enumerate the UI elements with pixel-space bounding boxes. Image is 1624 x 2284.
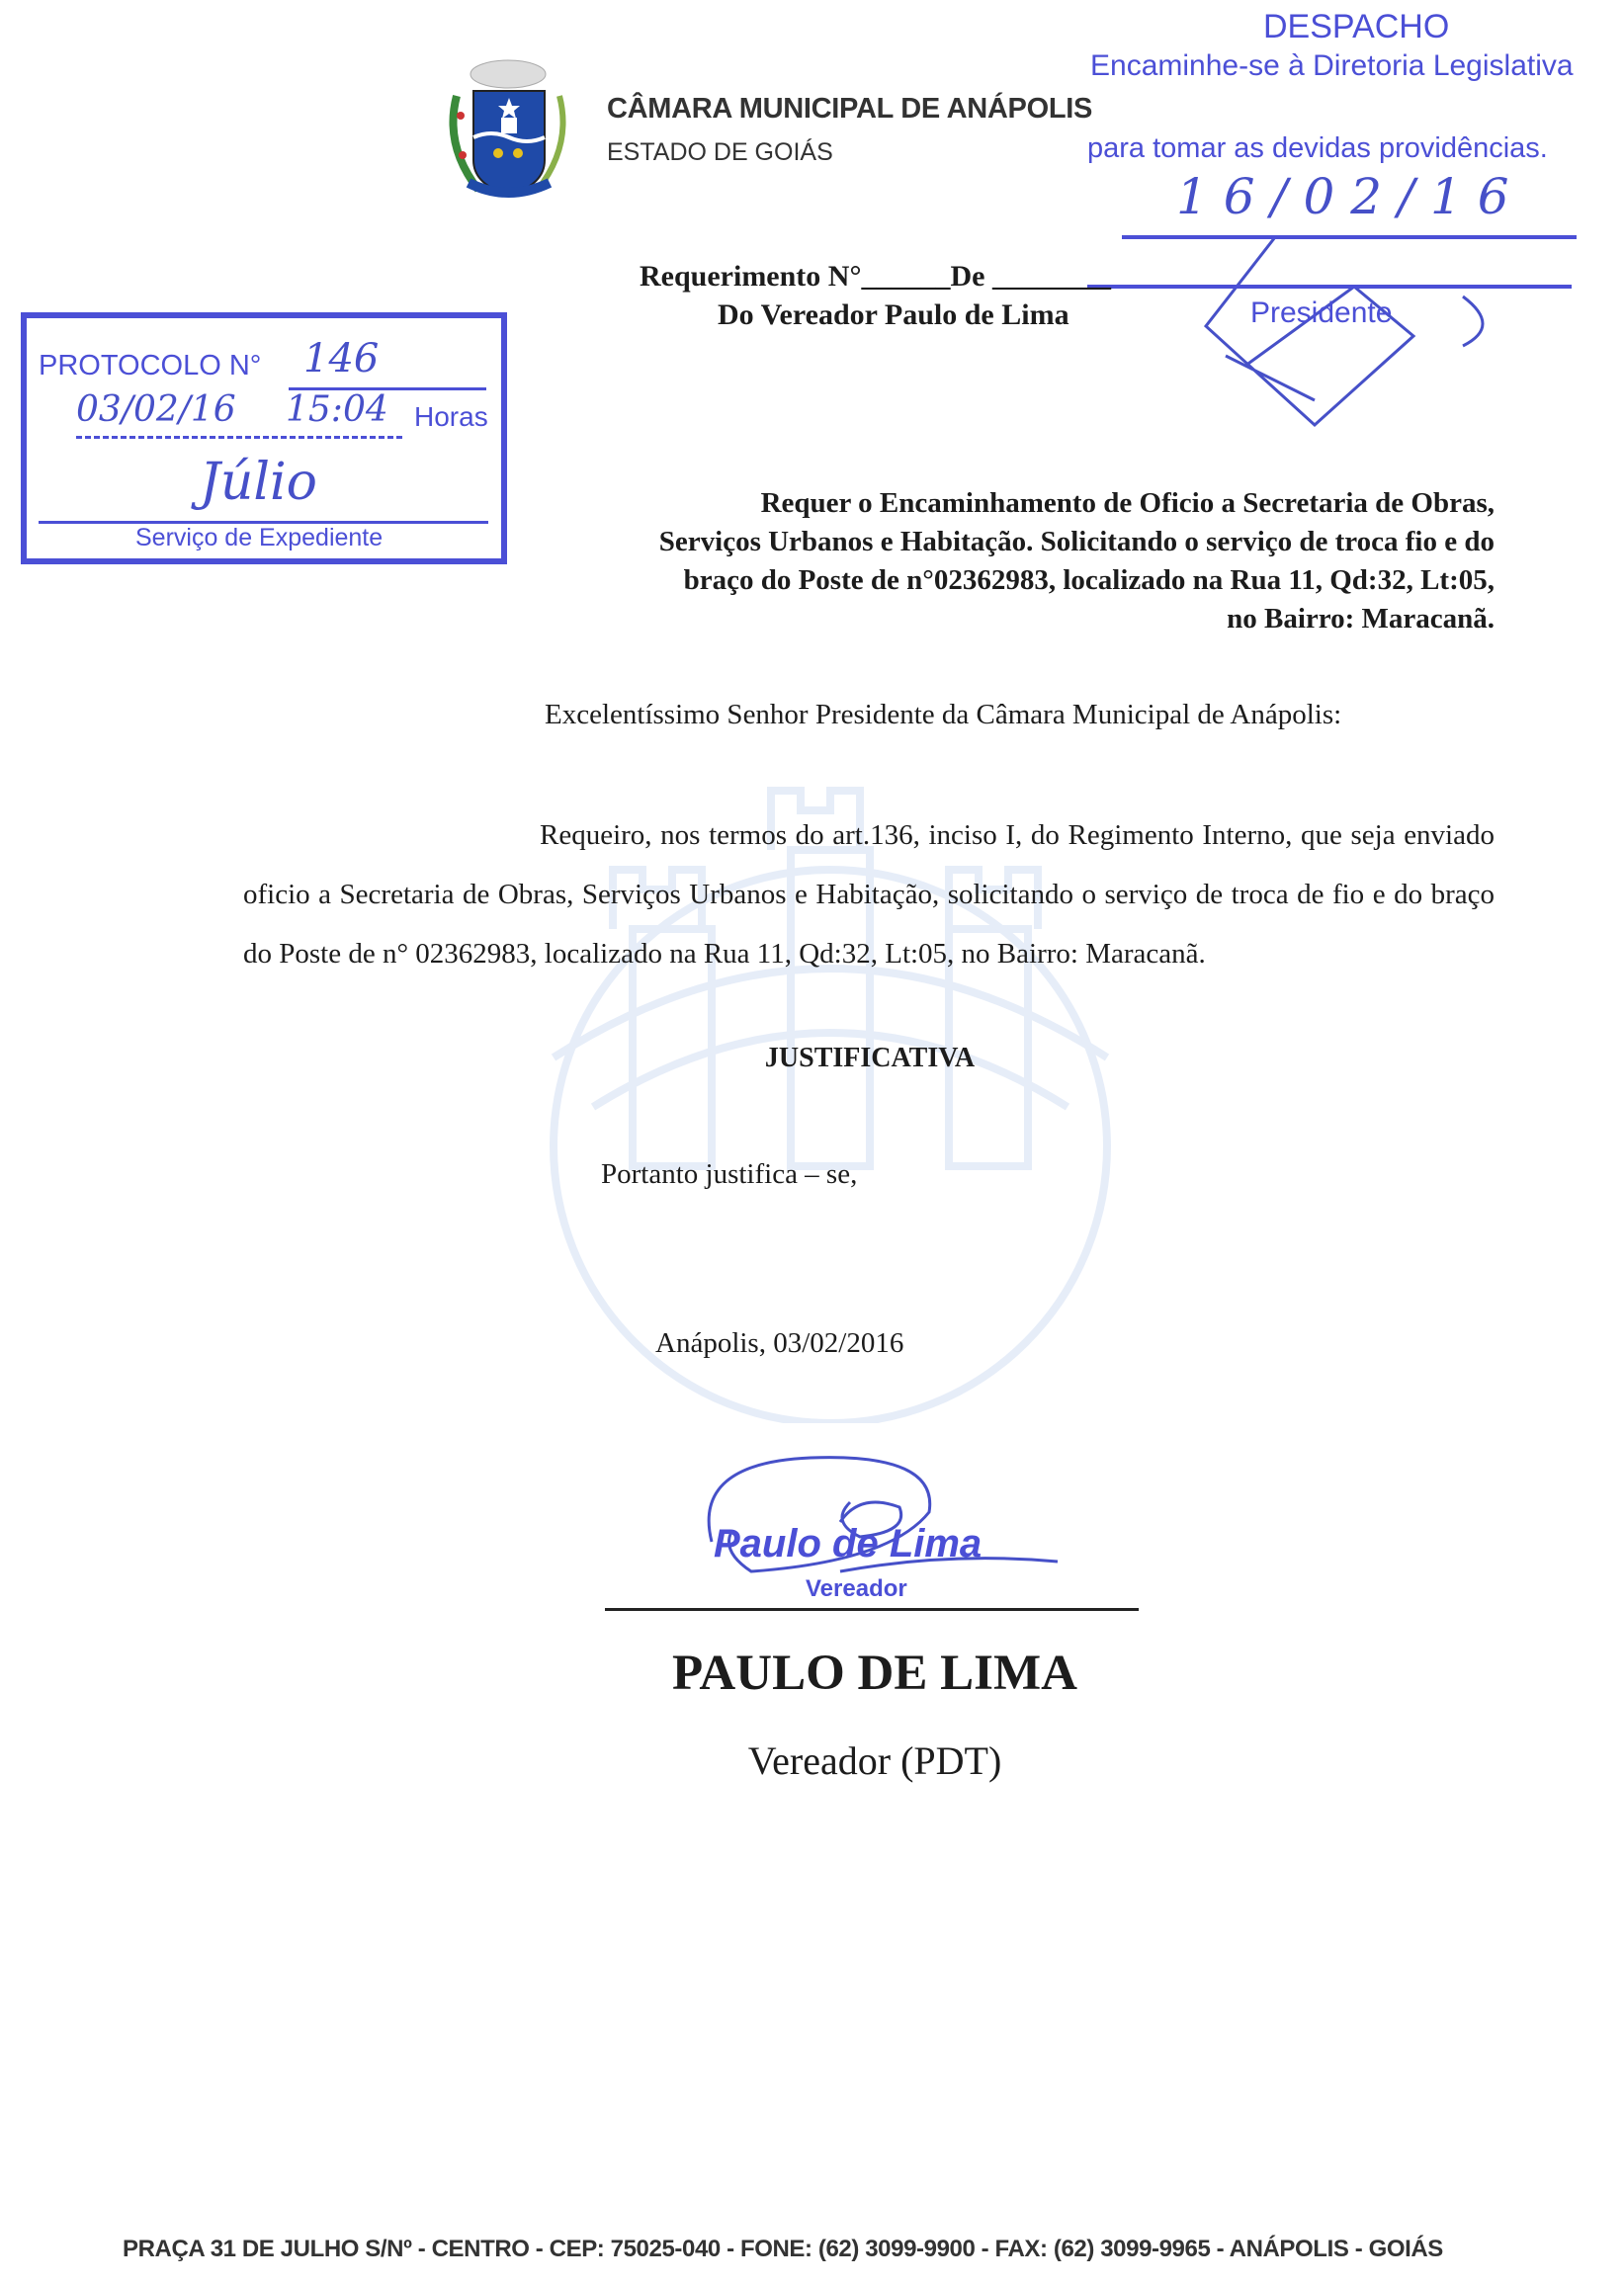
despacho-title: DESPACHO	[1263, 8, 1450, 45]
protocol-time: 15:04	[286, 389, 388, 430]
protocol-receiver-signature: Júlio	[200, 453, 317, 512]
protocol-service: Serviço de Expediente	[135, 524, 384, 551]
request-summary: Requer o Encaminhamento de Oficio a Secretaria de Obras, Serviços Urbanos e Habitação. Solicitando o serviço de troca fio e do braço do Poste de n°02362983, localizado na Rua 11, Qd:32, Lt:05, no Bairro: Maracanã.	[658, 487, 1495, 634]
municipal-coat-of-arms-logo	[439, 56, 579, 205]
protocol-date-underline	[76, 436, 402, 439]
despacho-date-underline	[1122, 235, 1577, 239]
despacho-date: 16/02/16	[1176, 168, 1525, 225]
footer-address: PRAÇA 31 DE JULHO S/Nº - CENTRO - CEP: 75025-040 - FONE: (62) 3099-9900 - FAX: (62) 3099-9965 - ANÁPOLIS - GOIÁS	[123, 2236, 1443, 2262]
president-signature	[1166, 237, 1581, 435]
request-body: Requeiro, nos termos do art.136, inciso I, do Regimento Interno, que seja enviado oficio a Secretaria de Obras, Serviços Urbanos e Habitação, solicitando o serviço de troca de fio e do braço do Poste de n° 02362983, localizado na Rua 11, Qd:32, Lt:05, no Bairro: Maracanã.	[243, 819, 1495, 970]
organization-state: ESTADO DE GOIÁS	[607, 138, 833, 166]
justification-title: JUSTIFICATIVA	[764, 1043, 976, 1073]
protocol-number: 146	[303, 336, 380, 381]
request-number-line: Requerimento N°______De ________	[640, 260, 1111, 293]
despacho-stamp	[1087, 0, 1621, 435]
signature-stamp-name: Paulo de Lima	[714, 1522, 983, 1565]
despacho-signatory: Presidente	[1250, 296, 1393, 329]
protocol-stamp	[21, 312, 507, 564]
salutation: Excelentíssimo Senhor Presidente da Câmara Municipal de Anápolis:	[545, 699, 1342, 730]
place-and-date: Anápolis, 03/02/2016	[655, 1327, 904, 1359]
despacho-signature-line	[1087, 285, 1572, 289]
despacho-line-2: para tomar as devidas providências.	[1087, 132, 1548, 164]
protocol-date: 03/02/16	[76, 389, 236, 430]
organization-name: CÂMARA MUNICIPAL DE ANÁPOLIS	[607, 93, 1093, 125]
despacho-line-1: Encaminhe-se à Diretoria Legislativa	[1090, 49, 1574, 82]
justification-text: Portanto justifica – se,	[601, 1158, 858, 1190]
signature-line	[605, 1608, 1139, 1611]
signer-role: Vereador (PDT)	[747, 1738, 1002, 1783]
protocol-label: PROTOCOLO N°	[39, 350, 262, 381]
request-author: Do Vereador Paulo de Lima	[718, 298, 1069, 331]
signature-stamp-role: Vereador	[806, 1575, 907, 1602]
protocol-hours-label: Horas	[414, 401, 488, 432]
signer-name: PAULO DE LIMA	[672, 1646, 1077, 1701]
